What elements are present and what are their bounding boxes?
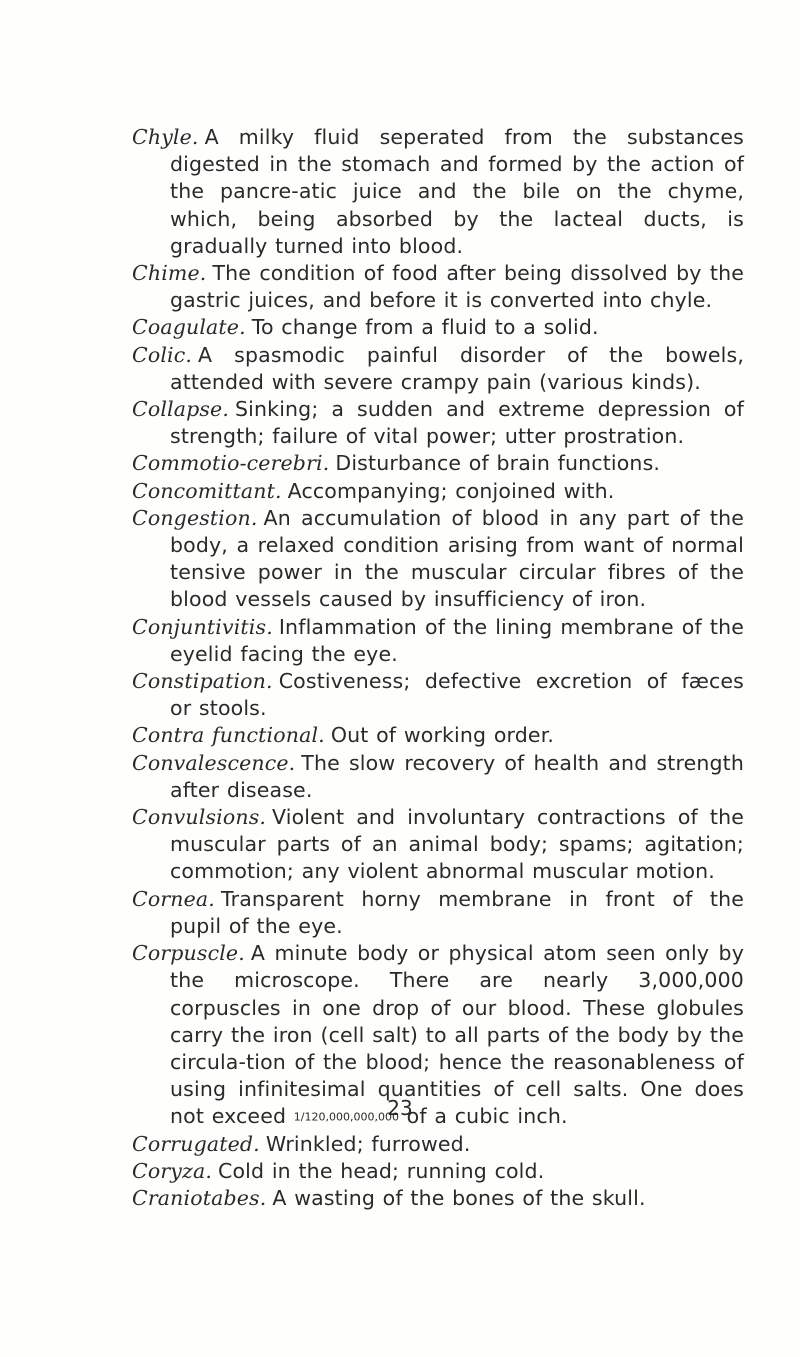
glossary-entry-cornea bbox=[132, 886, 744, 940]
glossary-term: Conjuntivitis. bbox=[132, 614, 273, 639]
glossary-entry-concomittant bbox=[132, 478, 744, 505]
glossary-entry-convulsions bbox=[132, 804, 744, 886]
glossary-term: Concomittant. bbox=[132, 478, 282, 503]
glossary-term: Convulsions. bbox=[132, 805, 267, 830]
glossary-definition: Violent and involuntary contractions of the muscular parts of an animal body; spams; agitation; commotion; any violent abnormal muscular motion. bbox=[170, 805, 744, 884]
glossary-entry-constipation bbox=[132, 668, 744, 722]
glossary-entry-craniotabes bbox=[132, 1185, 744, 1212]
glossary-term: Chime. bbox=[132, 261, 207, 286]
glossary-entry-collapse bbox=[132, 396, 744, 450]
fraction: 1/120,000,000,000 bbox=[293, 1110, 399, 1124]
glossary-entry-chyle bbox=[132, 124, 744, 260]
glossary-definition: The slow recovery of health and strength after disease. bbox=[170, 750, 744, 802]
glossary-term: Chyle. bbox=[132, 125, 199, 149]
page-number: 23 bbox=[387, 1096, 413, 1120]
glossary-entry-commotio-cerebri bbox=[132, 450, 744, 477]
glossary-term: Collapse. bbox=[132, 397, 230, 422]
glossary-definition: Costiveness; defective excretion of fæces or stools. bbox=[170, 669, 744, 721]
glossary-definition: Out of working order. bbox=[330, 723, 555, 748]
glossary-entry-congestion bbox=[132, 505, 744, 614]
glossary-term: Commotio-cerebri. bbox=[132, 451, 330, 476]
glossary-definition: A milky fluid seperated from the substances digested in the stomach and formed by the action of the pancre-atic juice and the bile on the chyme, which, being absorbed by the lacteal ducts, is gradually turned into blood. bbox=[170, 125, 744, 258]
glossary-term: Cornea. bbox=[132, 886, 215, 911]
glossary-entry-colic bbox=[132, 342, 744, 396]
glossary-definition: Transparent horny membrane in front of the pupil of the eye. bbox=[170, 886, 744, 938]
glossary-definition: A spasmodic painful disorder of the bowels, attended with severe crampy pain (various kinds). bbox=[170, 342, 744, 394]
glossary-term: Convalescence. bbox=[132, 750, 296, 775]
glossary-entry-conjuntivitis bbox=[132, 614, 744, 668]
glossary-entry-corrugated bbox=[132, 1131, 744, 1158]
glossary-definition: Wrinkled; furrowed. bbox=[265, 1131, 471, 1156]
glossary-term: Congestion. bbox=[132, 505, 258, 530]
glossary-term: Craniotabes. bbox=[132, 1186, 267, 1211]
glossary-definition: An accumulation of blood in any part of the body, a relaxed condition arising from want of normal tensive power in the muscular circular fibres of the blood vessels caused by insufficiency of iron. bbox=[170, 505, 744, 612]
glossary-definition-end: of a cubic inch. bbox=[406, 1104, 568, 1129]
glossary-entry-convalescence bbox=[132, 750, 744, 804]
glossary-definition: The condition of food after being dissolved by the gastric juices, and before it is converted into chyle. bbox=[170, 261, 744, 313]
glossary-term: Corrugated. bbox=[132, 1131, 260, 1156]
glossary-term: Constipation. bbox=[132, 669, 273, 694]
glossary-term: Corpuscle. bbox=[132, 941, 245, 966]
glossary-entry-coryza bbox=[132, 1158, 744, 1185]
glossary-definition: Cold in the head; running cold. bbox=[218, 1159, 545, 1184]
glossary-definition: Sinking; a sudden and extreme depression of strength; failure of vital power; utter prostration. bbox=[170, 397, 744, 449]
glossary-term: Colic. bbox=[132, 342, 193, 367]
glossary-definition: Disturbance of brain functions. bbox=[335, 451, 661, 476]
glossary-term: Coryza. bbox=[132, 1159, 212, 1184]
glossary-entry-chime bbox=[132, 260, 744, 314]
glossary-definition: To change from a fluid to a solid. bbox=[251, 315, 599, 340]
glossary-list bbox=[132, 124, 744, 1213]
glossary-term: Coagulate. bbox=[132, 315, 246, 340]
glossary-term: Contra functional. bbox=[132, 723, 325, 748]
glossary-entry-coagulate bbox=[132, 314, 744, 341]
glossary-entry-contra-functional bbox=[132, 722, 744, 749]
glossary-definition: A wasting of the bones of the skull. bbox=[272, 1186, 646, 1211]
glossary-definition: Accompanying; conjoined with. bbox=[287, 478, 615, 503]
glossary-definition: Inflammation of the lining membrane of the eyelid facing the eye. bbox=[170, 614, 744, 666]
glossary-definition: A minute body or physical atom seen only by the microscope. There are nearly 3,000,000 corpuscles in one drop of our blood. These globules carry the iron (cell salt) to all parts of the body by the circula-tion of the blood; hence the reasonableness of using infinitesimal quantities of cell salts. One does not exceed bbox=[170, 941, 744, 1129]
